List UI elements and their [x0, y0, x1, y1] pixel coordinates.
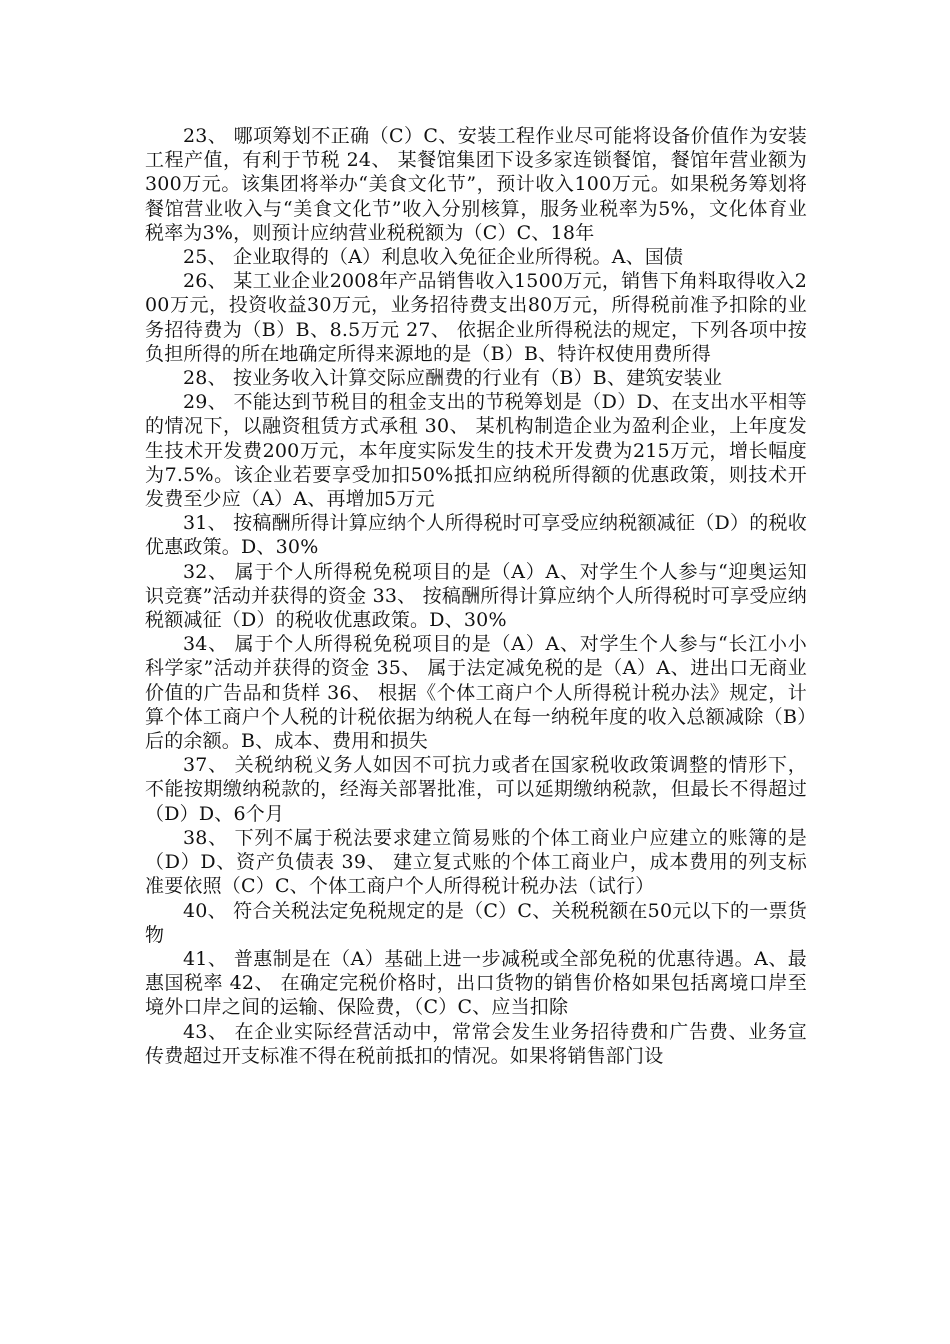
paragraph-q43: 43、 在企业实际经营活动中，常常会发生业务招待费和广告费、业务宣传费超过开支标准不得在税前抵扣的情况。如果将销售部门设 — [145, 1020, 807, 1067]
paragraph-q26-27: 26、 某工业企业2008年产品销售收入1500万元，销售下角料取得收入200万元，投资收益30万元，业务招待费支出80万元，所得税前准予扣除的业务招待费为（B）B、8.5万元 27、 依据企业所得税法的规定，下列各项中按负担所得的所在地确定所得来源地的是（B）B、特许权使用费所得 — [145, 270, 807, 365]
paragraph-q25: 25、 企业取得的（A）利息收入免征企业所得税。A、国债 — [183, 246, 684, 269]
document-body — [145, 124, 807, 1068]
paragraph-q38-39: 38、 下列不属于税法要求建立简易账的个体工商业户应建立的账簿的是（D）D、资产负债表 39、 建立复式账的个体工商业户，成本费用的列支标准要依照（C）C、个体工商户个人所得税计税办法（试行） — [145, 826, 807, 898]
paragraph-q29-30: 29、 不能达到节税目的租金支出的节税筹划是（D）D、在支出水平相等的情况下，以融资租赁方式承租 30、 某机构制造企业为盈利企业，上年度发生技术开发费200万元，本年度实际发生的技术开发费为215万元，增长幅度为7.5%。该企业若要享受加扣50%抵扣应纳税所得额的优惠政策，则技术开发费至少应（A）A、再增加5万元 — [145, 391, 807, 511]
paragraph-q32-33: 32、 属于个人所得税免税项目的是（A）A、对学生个人参与“迎奥运知识竞赛”活动并获得的资金 33、 按稿酬所得计算应纳个人所得税时可享受应纳税额减征（D）的税收优惠政策。D、30% — [145, 560, 807, 632]
paragraph-q40: 40、 符合关税法定免税规定的是（C）C、关税税额在50元以下的一票货物 — [145, 899, 807, 946]
paragraph-q41-42: 41、 普惠制是在（A）基础上进一步减税或全部免税的优惠待遇。A、最惠国税率 42、 在确定完税价格时，出口货物的销售价格如果包括离境口岸至境外口岸之间的运输、保险费，（C）C、应当扣除 — [145, 947, 807, 1019]
paragraph-q37: 37、 关税纳税义务人如因不可抗力或者在国家税收政策调整的情形下，不能按期缴纳税款的，经海关部署批准，可以延期缴纳税款，但最长不得超过（D）D、6个月 — [145, 754, 807, 825]
paragraph-q34-36: 34、 属于个人所得税免税项目的是（A）A、对学生个人参与“长江小小科学家”活动并获得的资金 35、 属于法定减免税的是（A）A、进出口无商业价值的广告品和货样 36、 根据《个体工商户个人所得税计税办法》规定，计算个体工商户个人税的计税依据为纳税人在每一纳税年度的收入总额减除（B）后的余额。B、成本、费用和损失 — [145, 633, 807, 753]
paragraph-q28: 28、 按业务收入计算交际应酬费的行业有（B）B、建筑安装业 — [183, 367, 723, 390]
paragraph-q23-24: 23、 哪项筹划不正确（C）C、安装工程作业尽可能将设备价值作为安装工程产值，有利于节税 24、 某餐馆集团下设多家连锁餐馆，餐馆年营业额为300万元。该集团将举办“美食文化节”，预计收入100万元。如果税务筹划将餐馆营业收入与“美食文化节”收入分别核算，服务业税率为5%，文化体育业税率为3%，则预计应纳营业税税额为（C）C、18年 — [145, 125, 807, 244]
paragraph-q31: 31、 按稿酬所得计算应纳个人所得税时可享受应纳税额减征（D）的税收优惠政策。D、30% — [145, 512, 807, 559]
